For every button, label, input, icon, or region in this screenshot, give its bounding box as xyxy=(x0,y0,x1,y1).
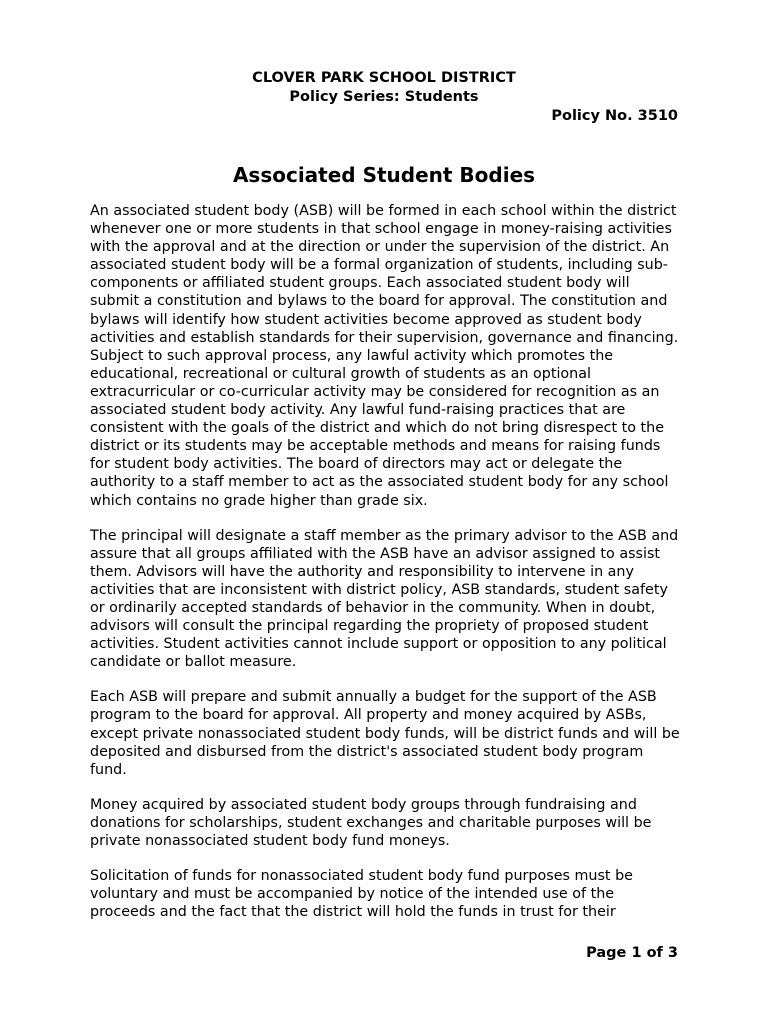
policy-series: Policy Series: Students xyxy=(289,89,479,105)
document-title: Associated Student Bodies xyxy=(232,163,536,187)
document-body xyxy=(90,202,680,933)
document-header xyxy=(90,69,678,126)
paragraph-1: An associated student body (ASB) will be formed in each school within the district whenever one or more students in that school engage in money-raising activities with the approval and at the direction or under the supervision of the district. An associated student body will be a formal organization of students, including sub-components or affiliated student groups. Each associated student body will submit a constitution and bylaws to the board for approval. The constitution and bylaws will identify how student activities become approved as student body activities and establish standards for their supervision, governance and financing. Subject to such approval process, any lawful activity which promotes the educational, recreational or cultural growth of students as an optional extracurricular or co-curricular activity may be considered for recognition as an associated student body activity. Any lawful fund-raising practices that are consistent with the goals of the district and which do not bring disrespect to the district or its students may be acceptable methods and means for raising funds for student body activities. The board of directors may act or delegate the authority to a staff member to act as the associated student body for any school which contains no grade higher than grade six. xyxy=(90,203,679,509)
district-name: CLOVER PARK SCHOOL DISTRICT xyxy=(252,70,516,86)
paragraph-2: The principal will designate a staff member as the primary advisor to the ASB and assure that all groups affiliated with the ASB have an advisor assigned to assist them. Advisors will have the authority and responsibility to intervene in any activities that are inconsistent with district policy, ASB standards, student safety or ordinarily accepted standards of behavior in the community. When in doubt, advisors will consult the principal regarding the propriety of proposed student activities. Student activities cannot include support or opposition to any political candidate or ballot measure. xyxy=(90,527,679,671)
paragraph-5: Solicitation of funds for nonassociated student body fund purposes must be voluntary and must be accompanied by notice of the intended use of the proceeds and the fact that the district will hold the funds in trust for their xyxy=(90,868,633,921)
policy-number: Policy No. 3510 xyxy=(551,108,678,124)
paragraph-4: Money acquired by associated student body groups through fundraising and donations for scholarships, student exchanges and charitable purposes will be private nonassociated student body fund moneys. xyxy=(90,796,652,849)
page-number: Page 1 of 3 xyxy=(586,945,678,961)
paragraph-3: Each ASB will prepare and submit annually a budget for the support of the ASB program to the board for approval. All property and money acquired by ASBs, except private nonassociated student body funds, will be district funds and will be deposited and disbursed from the district's associated student body program fund. xyxy=(90,689,680,778)
